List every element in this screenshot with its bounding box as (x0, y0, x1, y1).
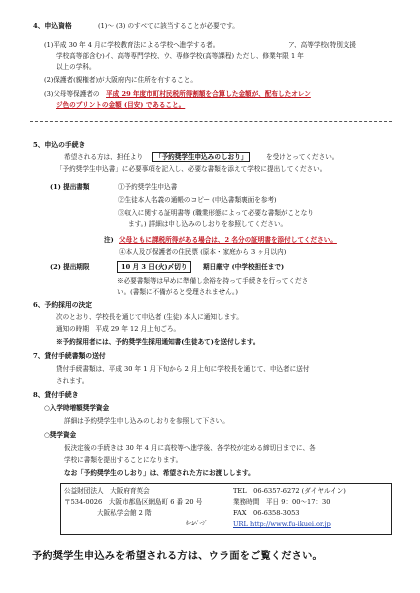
section8-sub2-line2: 学校に書類を提出することになります。 (64, 456, 183, 464)
section8-sub2-line1: 仮決定後の手続きは 30 年 4 月に高校等へ進学後、各学校が定める締切日までに、各 (64, 444, 316, 452)
homepage-url-link[interactable]: URL http://www.fu-ikuei.or.jp (233, 520, 331, 528)
doc-item-4: ④本人及び保護者の住民票 (原本・家庭から 3 ヶ月以内) (119, 248, 287, 256)
homepage-label: ﾎｰﾑﾍﾟｰｼﾞ (186, 521, 208, 527)
section4-item1-b: ア、高等学校(特別支援 (288, 41, 356, 49)
deadline-label: (2) 提出期限 (50, 263, 90, 271)
section4-item1-a: (1)平成 30 年 4 月に学校教育法による学校へ進学する者。 (44, 41, 220, 49)
note-label: 注) (104, 236, 114, 244)
section6-line3: ※予約採用者には、予約奨学生採用通知書(生徒あて)を送付します。 (56, 338, 260, 346)
doc-item-1: ①予約奨学生申込書 (118, 183, 178, 191)
deadline-note-a: ※必要書類等は早めに準備し余裕を持って手続きを行ってくださ (117, 277, 309, 285)
section8-sub1-line: 詳細は予約奨学生申し込みのしおりを参照して下さい。 (64, 417, 229, 425)
org-address: 〒534-0026 大阪市都島区網島町 6 番 20 号 (64, 498, 203, 506)
contact-tel: TEL 06-6357-6272 (ダイヤルイン) (233, 487, 346, 495)
divider (30, 121, 392, 122)
section8-sub2-line3: なお「予約奨学生のしおり」は、希望された方にお渡しします。 (64, 469, 255, 477)
back-side-banner: 予約奨学生申込みを希望される方は、ウラ面をご覧ください。 (32, 551, 323, 562)
org-building: 大阪私学会館 2 階 (97, 509, 152, 517)
contact-hours: 業務時間 平日 9：00～17：30 (233, 498, 331, 506)
shiori-booklet-label: 「予約奨学生申込みのしおり」 (152, 152, 250, 162)
section6-line1: 次のとおり、学校長を通じて申込者 (生徒) 本人に通知します。 (56, 313, 243, 321)
section4-item1-d: 以上の学科。 (56, 63, 96, 71)
section5-title: 5、申込の手続き (33, 141, 86, 149)
section5-intro-d: 「予約奨学生申込書」に必要事項を記入し、必要な書類を添えて学校に提出してください。 (56, 165, 327, 173)
section4-item3-highlight: 平成 29 年度市町村民税所得割額を合算した金額が、配布したオレン (106, 90, 311, 98)
deadline-value: 10 月 3 日(火)〆切り (117, 261, 191, 273)
contact-fax: FAX 06-6358-3053 (233, 509, 300, 517)
section4-item3-a: (3)父母等保護者の (44, 90, 100, 98)
section6-line2: 通知の時期 平成 29 年 12 月上旬ごろ。 (56, 325, 181, 333)
section7-line2: されます。 (56, 377, 89, 385)
docs-label: (1) 提出書類 (50, 183, 90, 191)
org-name: 公益財団法人 大阪府育英会 (64, 487, 150, 495)
section8-sub2-title: ○奨学資金 (44, 431, 77, 439)
section4-condition: (1)～ (3) のすべてに該当することが必要です。 (98, 22, 239, 30)
section4-title: 4、申込資格 (33, 22, 72, 30)
section6-title: 6、予約採用の決定 (33, 301, 93, 309)
deadline-note-b: い。(書類に不備がると受理されません。) (117, 288, 238, 296)
doc-item-2: ②生徒本人名義の通帳のコピー (申込書類裏面を参考) (118, 196, 277, 204)
note-text: 父母ともに課税所得がある場合は、2 名分の証明書を添付してください。 (119, 236, 337, 244)
section5-intro-a: 希望される方は、担任より (64, 153, 144, 161)
section4-item3-c: ジ色のプリントの金額 (目安) であること。 (56, 101, 186, 109)
section7-title: 7、貸付手続書類の送付 (33, 352, 106, 360)
section4-item1-c: 学校高等部含む)イ、高等専門学校、ウ、専修学校(高等課程) ただし、修業年限 1 年 (56, 52, 304, 60)
doc-item-3-a: ③収入に関する証明書等 (職業形態によって必要な書類がことなり (118, 209, 314, 217)
section5-intro-c: を受けとってください。 (266, 153, 339, 161)
section4-item2: (2)保護者(親権者)が大阪府内に住所を有すること。 (44, 76, 197, 84)
deadline-extra: 期日厳守 (中学校担任まで) (203, 263, 285, 271)
doc-item-3-b: ます。) 詳細は申し込みのしおりを参照してください。 (128, 220, 288, 228)
section8-title: 8、貸付手続き (33, 391, 79, 399)
section8-sub1-title: ○入学時増額奨学資金 (44, 404, 110, 412)
section7-line1: 貸付手続書類は、平成 30 年 1 月下旬から 2 月上旬に学校長を通じて、申込者に送付 (56, 365, 310, 373)
